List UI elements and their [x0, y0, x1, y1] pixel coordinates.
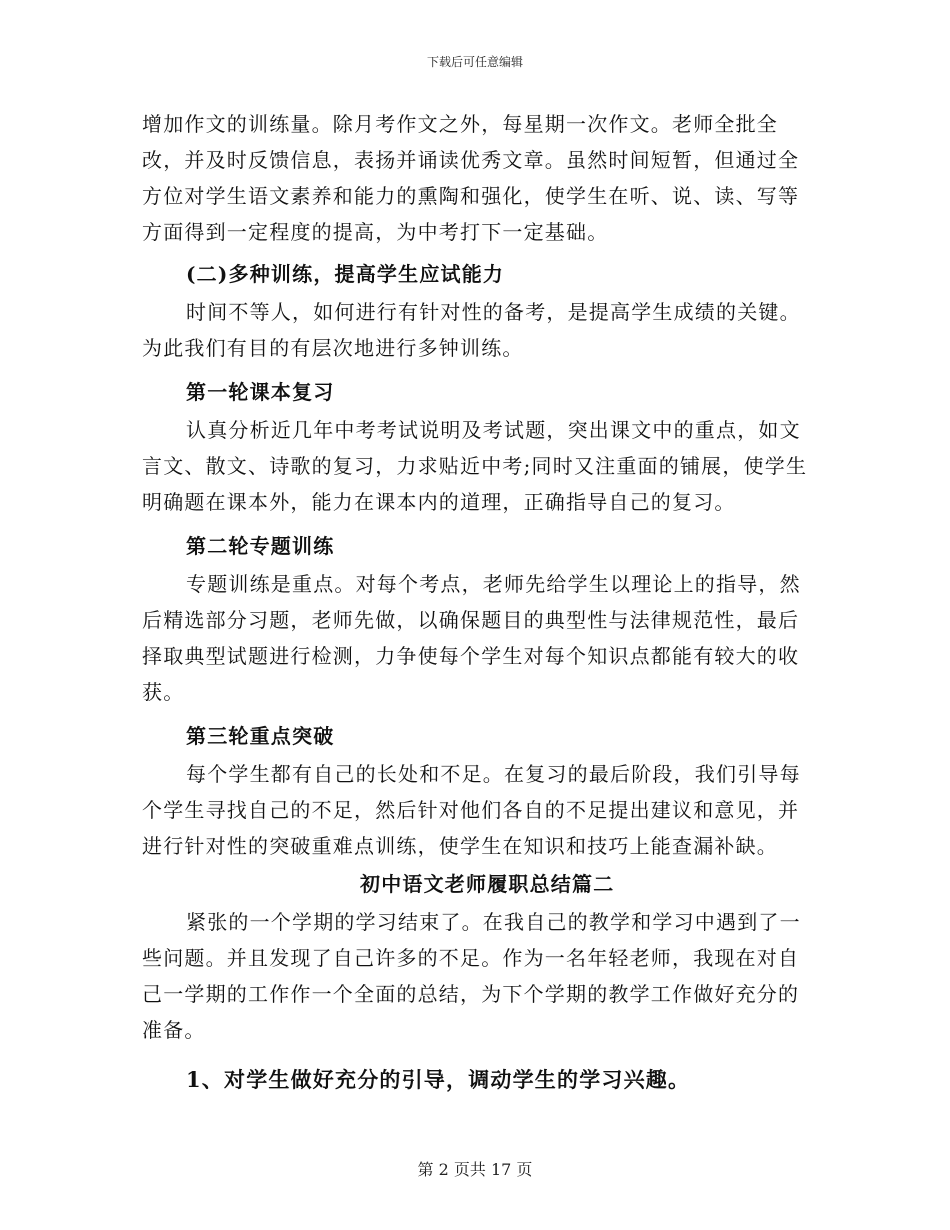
- section-heading-2: (二)多种训练，提高学生应试能力: [186, 262, 505, 286]
- paragraph-1: 增加作文的训练量。除月考作文之外，每星期一次作文。老师全批全改，并及时反馈信息，表扬并诵读优秀文章。虽然时间短暂，但通过全方位对学生语文素养和能力的熏陶和强化，使学生在听、说、读、写等方面得到一定程度的提高，为中考打下一定基础。: [142, 112, 800, 244]
- section-heading-1: 1、对学生做好充分的引导，调动学生的学习兴趣。: [186, 1067, 691, 1092]
- subheading-round-3: 第三轮重点突破: [186, 724, 335, 748]
- paragraph-3: 认真分析近几年中考考试说明及考试题，突出课文中的重点，如文言文、散文、诗歌的复习，力求贴近中考;同时又注重面的铺展，使学生明确题在课本外，能力在课本内的道理，正确指导自己的复习。: [142, 418, 808, 514]
- paragraph-4: 专题训练是重点。对每个考点，老师先给学生以理论上的指导，然后精选部分习题，老师先做，以确保题目的典型性与法律规范性，最后择取典型试题进行检测，力争使每个学生对每个知识点都能有较大的收获。: [142, 572, 801, 704]
- page-header: 下载后可任意编辑: [426, 55, 523, 69]
- subheading-round-2: 第二轮专题训练: [186, 534, 335, 558]
- page-footer: 第 2 页共 17 页: [417, 1160, 533, 1179]
- document-body: [142, 106, 812, 1100]
- article-title: 初中语文老师履职总结篇二: [360, 872, 615, 896]
- subheading-round-1: 第一轮课本复习: [186, 380, 335, 404]
- paragraph-6: 紧张的一个学期的学习结束了。在我自己的教学和学习中遇到了一些问题。并且发现了自己许多的不足。作为一名年轻老师，我现在对自己一学期的工作作一个全面的总结，为下个学期的教学工作做好充分的准备。: [142, 910, 801, 1042]
- paragraph-2: 时间不等人，如何进行有针对性的备考，是提高学生成绩的关键。为此我们有目的有层次地进行多钟训练。: [142, 300, 801, 360]
- paragraph-5: 每个学生都有自己的长处和不足。在复习的最后阶段，我们引导每个学生寻找自己的不足，然后针对他们各自的不足提出建议和意见，并进行针对性的突破重难点训练，使学生在知识和技巧上能查漏补缺。: [142, 762, 801, 858]
